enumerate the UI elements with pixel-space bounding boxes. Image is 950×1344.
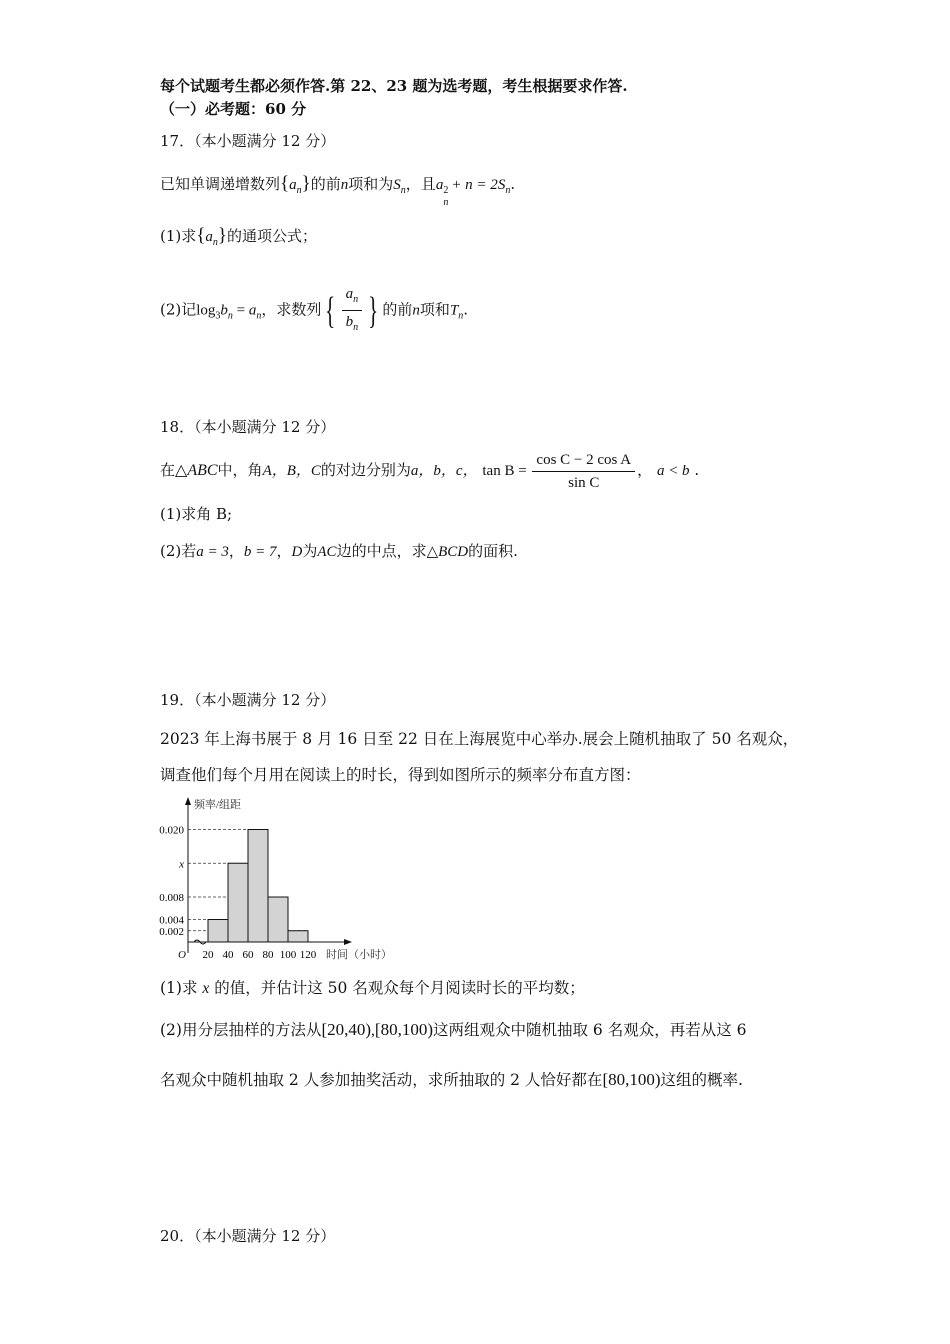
q19-stem-line2: 调查他们每个月用在阅读上的时长，得到如图所示的频率分布直方图： [160,766,641,784]
histogram-bar [268,897,288,942]
q18-part1: (1)求角 B; [160,505,233,523]
q19-header: 19．（本小题满分 12 分） [160,691,336,709]
y-tick-label: 0.020 [159,824,184,837]
x-axis-label: 时间（小时） [326,949,392,961]
q18-stem: 在△ABC中，角A，B，C的对边分别为a，b，c， tan B = $\frac{\text{cos C − 2 cos A}}{\text{sin C}}$ ， a < b . [160,451,700,491]
histogram-bar [208,920,228,943]
x-tick-label: 40 [222,949,234,961]
q18-part2: (2)若a = 3，b = 7，D为AC边的中点，求△BCD的面积. [160,542,518,560]
y-tick-label: x [179,858,184,871]
histogram-bar [228,863,248,942]
x-tick-label: 20 [202,949,214,961]
q17-part2: (2)记$\log_3b_n = a_n$，求数列 { $\frac{a_n}{b_n}$ } 的前n项和$T_n$. [160,286,469,333]
y-tick-label: 0.002 [159,925,184,938]
origin-label: O [178,949,186,961]
q17-header: 17．（本小题满分 12 分） [160,132,336,150]
q17-part1: (1)求$\{a_n\}$的通项公式； [160,225,318,248]
q19-part2-line1: (2)用分层抽样的方法从[20,40),[80,100)这两组观众中随机抽取 6 名观众，再若从这 6 [160,1020,747,1039]
histogram-bar [248,830,268,943]
q20-header: 20．（本小题满分 12 分） [160,1227,336,1245]
q18-header: 18．（本小题满分 12 分） [160,418,336,436]
y-axis-arrow [185,797,191,805]
x-tick-label: 120 [299,949,317,961]
y-tick-label: 0.008 [159,892,184,904]
x-tick-label: 100 [279,949,297,961]
q19-stem-line1: 2023 年上海书展于 8 月 16 日至 22 日在上海展览中心举办.展会上随机抽取了 50 名观众， [160,730,799,748]
x-tick-label: 60 [242,949,254,961]
q19-part2-line2: 名观众中随机抽取 2 人参加抽奖活动，求所抽取的 2 人恰好都在[80,100)这组的概率. [160,1070,743,1089]
y-axis-label: 频率/组距 [194,799,242,811]
x-tick-label: 80 [262,949,274,961]
exam-instruction: 每个试题考生都必须作答.第 22、23 题为选考题，考生根据要求作答. [160,77,628,95]
frequency-histogram [150,795,410,965]
section-title: （一）必考题：60 分 [160,100,307,118]
q17-stem: 已知单调递增数列$\{a_n\}$的前n项和为$S_n$，且a 2 n + $n = 2S_n$. [160,173,516,208]
x-axis-arrow [344,939,352,945]
histogram-bar [288,931,308,942]
y-tick-label: 0.004 [159,914,184,927]
q19-part1: (1)求 x 的值，并估计这 50 名观众每个月阅读时长的平均数； [160,979,585,997]
